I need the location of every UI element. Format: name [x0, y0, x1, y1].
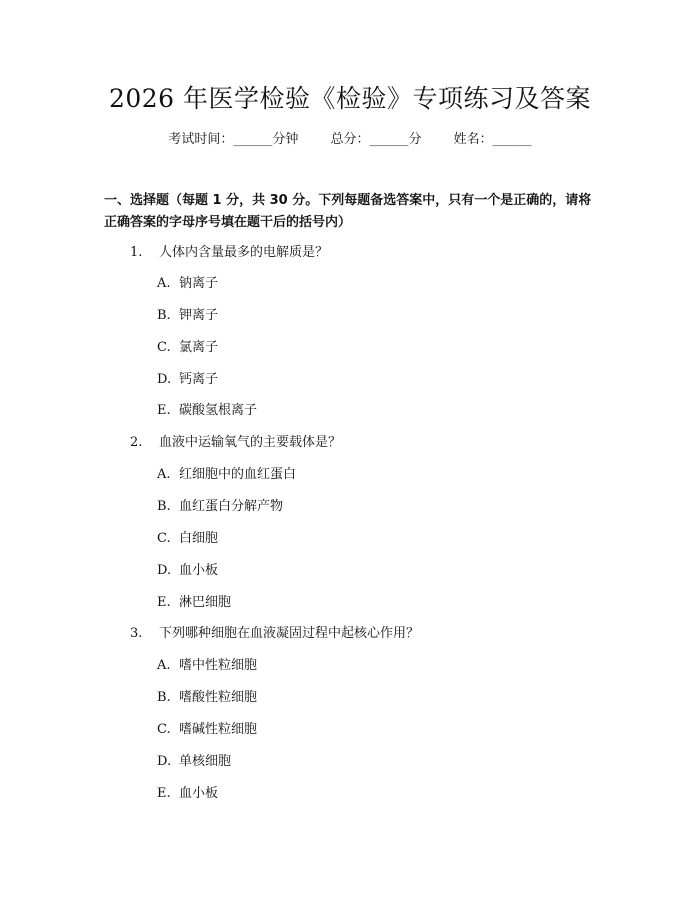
option-letter: C. [157, 722, 171, 737]
option-2b [157, 498, 283, 516]
option-letter: D. [157, 563, 172, 578]
page-title: 2026 年医学检验《检验》专项练习及答案 [108, 84, 592, 113]
option-3a [157, 657, 257, 675]
question-text: 下列哪种细胞在血液凝固过程中起核心作用？ [159, 626, 420, 641]
total-score-field: 总分：______分 [330, 132, 422, 147]
option-text: 嗜酸性粒细胞 [179, 690, 258, 705]
option-text: 血红蛋白分解产物 [179, 499, 284, 514]
option-text: 嗜中性粒细胞 [179, 658, 258, 673]
option-letter: A. [157, 276, 171, 291]
question-1 [130, 244, 328, 262]
option-2a [157, 466, 296, 484]
option-text: 钠离子 [179, 276, 219, 291]
exam-time-field: 考试时间：______分钟 [168, 132, 299, 147]
option-letter: C. [157, 340, 171, 355]
option-letter: B. [157, 499, 171, 514]
option-2e [157, 594, 231, 612]
option-text: 白细胞 [179, 531, 219, 546]
option-letter: D. [157, 754, 172, 769]
option-letter: B. [157, 308, 171, 323]
option-letter: B. [157, 690, 171, 705]
option-3e [157, 785, 218, 803]
question-2 [130, 434, 341, 452]
option-letter: E. [157, 403, 171, 418]
question-3 [130, 625, 419, 643]
option-2c [157, 530, 218, 548]
option-letter: E. [157, 786, 171, 801]
option-1c [157, 339, 218, 357]
option-text: 红细胞中的血红蛋白 [179, 467, 297, 482]
option-1e [157, 402, 257, 420]
student-name-field: 姓名：______ [453, 132, 532, 147]
option-text: 单核细胞 [179, 754, 232, 769]
option-1b [157, 307, 218, 325]
question-number: 2. [130, 435, 143, 450]
option-text: 碳酸氢根离子 [179, 403, 258, 418]
option-2d [157, 562, 218, 580]
option-text: 钙离子 [179, 372, 219, 387]
option-letter: D. [157, 372, 172, 387]
option-text: 血小板 [179, 786, 219, 801]
option-3d [157, 753, 231, 771]
option-1d [157, 371, 218, 389]
option-text: 钾离子 [179, 308, 219, 323]
option-3b [157, 689, 257, 707]
option-text: 嗜碱性粒细胞 [179, 722, 258, 737]
option-3c [157, 721, 257, 739]
option-letter: E. [157, 595, 171, 610]
option-text: 血小板 [179, 563, 219, 578]
section-heading: 一、选择题（每题 1 分，共 30 分。下列每题备选答案中，只有一个是正确的，请将正确答案的字母序号填在题干后的括号内） [104, 193, 592, 230]
option-text: 氯离子 [179, 340, 219, 355]
question-number: 1. [130, 245, 143, 260]
option-letter: C. [157, 531, 171, 546]
question-text: 血液中运输氧气的主要载体是？ [159, 435, 342, 450]
exam-meta [0, 131, 700, 149]
question-text: 人体内含量最多的电解质是？ [159, 245, 329, 260]
question-number: 3. [130, 626, 143, 641]
option-letter: A. [157, 467, 171, 482]
option-text: 淋巴细胞 [179, 595, 232, 610]
option-letter: A. [157, 658, 171, 673]
option-1a [157, 275, 218, 293]
